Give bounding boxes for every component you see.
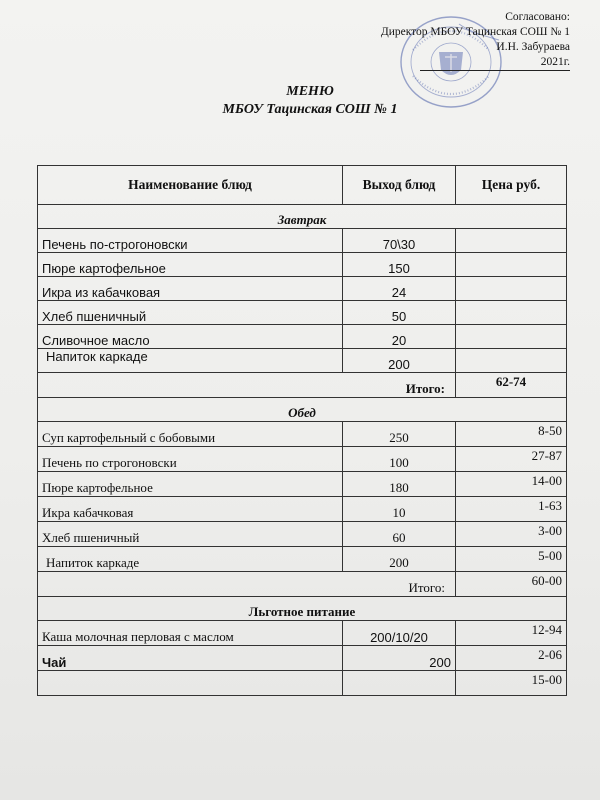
dish-price: 2-06 — [456, 646, 567, 671]
section-title-benefit: Льготное питание — [38, 597, 567, 621]
dish-price: 12-94 — [456, 621, 567, 646]
table-row — [38, 325, 567, 349]
title-school: МБОУ Тацинская СОШ № 1 — [222, 102, 398, 117]
dish-name: Печень по-строгоновски — [38, 229, 343, 253]
dish-name: Напиток каркаде — [38, 547, 343, 572]
dish-portion: 10 — [343, 497, 456, 522]
dish-price: 8-50 — [456, 422, 567, 447]
menu-table — [37, 165, 567, 696]
approval-director: Директор МБОУ Тацинская СОШ № 1 — [380, 26, 570, 38]
benefit-total-row — [38, 671, 567, 696]
section-title-lunch: Обед — [38, 398, 567, 422]
dish-name: Суп картофельный с бобовыми — [38, 422, 343, 447]
table-row — [38, 229, 567, 253]
section-lunch — [38, 398, 567, 422]
table-row — [38, 253, 567, 277]
lunch-total-row — [38, 572, 567, 597]
dish-name: Каша молочная перловая с маслом — [38, 621, 343, 646]
table-row — [38, 301, 567, 325]
table-row — [38, 497, 567, 522]
breakfast-total-row — [38, 373, 567, 398]
table-row — [38, 422, 567, 447]
dish-name: Пюре картофельное — [38, 472, 343, 497]
dish-price — [456, 325, 567, 349]
dish-portion: 60 — [343, 522, 456, 547]
title-menu: МЕНЮ — [286, 84, 334, 99]
dish-price: 5-00 — [456, 547, 567, 572]
dish-portion: 200 — [343, 646, 456, 671]
dish-portion: 20 — [343, 325, 456, 349]
dish-name: Хлеб пшеничный — [38, 301, 343, 325]
section-title-breakfast: Завтрак — [38, 205, 567, 229]
lunch-total-value: 60-00 — [456, 572, 567, 597]
table-row — [38, 277, 567, 301]
dish-name: Напиток каркаде — [38, 349, 343, 373]
dish-name: Икра кабачковая — [38, 497, 343, 522]
dish-price — [456, 253, 567, 277]
dish-portion: 70\30 — [343, 229, 456, 253]
dish-price: 3-00 — [456, 522, 567, 547]
dish-name: Печень по строгоновски — [38, 447, 343, 472]
header-dish-name: Наименование блюд — [38, 166, 343, 205]
dish-portion: 180 — [343, 472, 456, 497]
header-portion: Выход блюд — [343, 166, 456, 205]
benefit-total-value: 15-00 — [456, 671, 567, 696]
dish-price — [456, 301, 567, 325]
benefit-total-spacer — [343, 671, 456, 696]
table-row — [38, 522, 567, 547]
table-row — [38, 472, 567, 497]
dish-name: Сливочное масло — [38, 325, 343, 349]
dish-price: 1-63 — [456, 497, 567, 522]
dish-name: Пюре картофельное — [38, 253, 343, 277]
dish-portion: 150 — [343, 253, 456, 277]
table-row — [38, 349, 567, 373]
dish-price: 27-87 — [456, 447, 567, 472]
dish-price: 14-00 — [456, 472, 567, 497]
dish-name: Чай — [38, 646, 343, 671]
dish-portion: 200/10/20 — [343, 621, 456, 646]
dish-price — [456, 349, 567, 373]
dish-portion: 100 — [343, 447, 456, 472]
dish-portion: 24 — [343, 277, 456, 301]
approval-signature-name: И.Н. Забураева — [496, 41, 570, 53]
table-row — [38, 547, 567, 572]
dish-price — [456, 229, 567, 253]
dish-price — [456, 277, 567, 301]
table-row — [38, 646, 567, 671]
lunch-total-label: Итого: — [38, 572, 456, 597]
header-price: Цена руб. — [456, 166, 567, 205]
benefit-total-spacer — [38, 671, 343, 696]
dish-portion: 200 — [343, 349, 456, 373]
approval-heading: Согласовано: — [505, 11, 570, 23]
section-breakfast — [38, 205, 567, 229]
approval-date: 2021г. — [420, 55, 570, 71]
breakfast-total-value: 62-74 — [456, 373, 567, 398]
dish-name: Хлеб пшеничный — [38, 522, 343, 547]
dish-name: Икра из кабачковая — [38, 277, 343, 301]
menu-title — [220, 83, 400, 119]
section-benefit — [38, 597, 567, 621]
dish-portion: 200 — [343, 547, 456, 572]
approval-block — [330, 10, 570, 71]
table-row — [38, 447, 567, 472]
dish-portion: 250 — [343, 422, 456, 447]
breakfast-total-label: Итого: — [38, 373, 456, 398]
table-header-row — [38, 166, 567, 205]
dish-portion: 50 — [343, 301, 456, 325]
table-row — [38, 621, 567, 646]
